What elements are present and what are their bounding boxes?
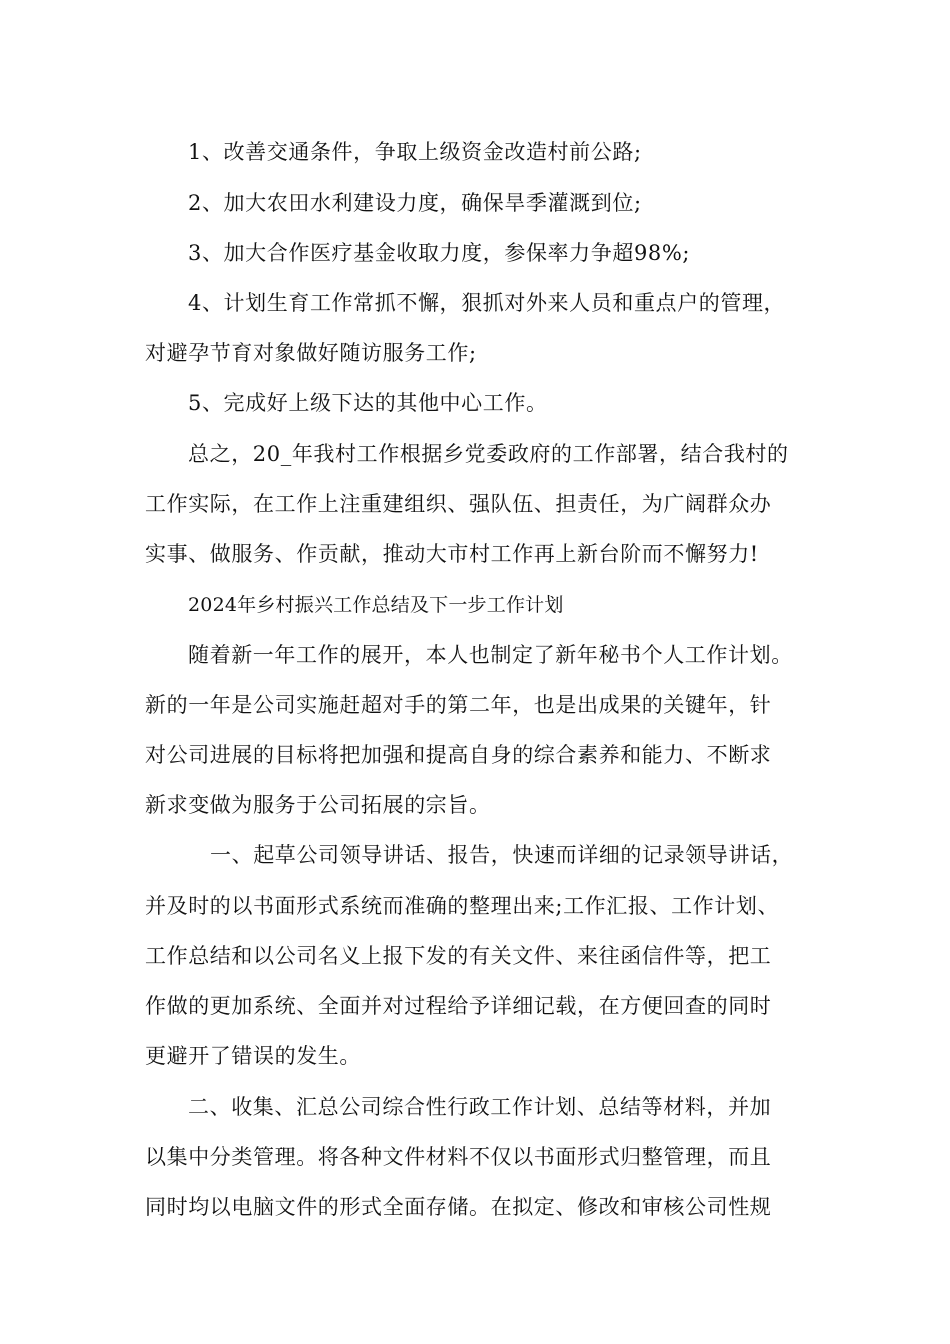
item-two-line-3: 同时均以电脑文件的形式全面存储。在拟定、修改和审核公司性规	[145, 1195, 772, 1219]
item-one-line-5: 更避开了错误的发生。	[145, 1044, 361, 1068]
list-item-3: 3、加大合作医疗基金收取力度，参保率力争超98%;	[188, 241, 691, 265]
intro-paragraph-line-4: 新求变做为服务于公司拓展的宗旨。	[145, 793, 491, 817]
list-item-4: 4、计划生育工作常抓不懈，狠抓对外来人员和重点户的管理，	[188, 291, 786, 315]
item-one-line-3: 工作总结和以公司名义上报下发的有关文件、来往函信件等，把工	[145, 944, 772, 968]
item-two-line-1: 二、收集、汇总公司综合性行政工作计划、总结等材料，并加	[188, 1095, 772, 1119]
intro-paragraph-line-2: 新的一年是公司实施赶超对手的第二年，也是出成果的关键年，针	[145, 693, 772, 717]
summary-paragraph-line-3: 实事、做服务、作贡献，推动大市村工作再上新台阶而不懈努力!	[145, 542, 759, 566]
section-title: 2024年乡村振兴工作总结及下一步工作计划	[188, 594, 564, 616]
list-item-1: 1、改善交通条件，争取上级资金改造村前公路;	[188, 140, 642, 164]
item-one-line-4: 作做的更加系统、全面并对过程给予详细记载，在方便回查的同时	[145, 994, 772, 1018]
list-item-2: 2、加大农田水利建设力度，确保旱季灌溉到位;	[188, 191, 642, 215]
summary-paragraph-line-2: 工作实际，在工作上注重建组织、强队伍、担责任，为广阔群众办	[145, 492, 772, 516]
list-item-5: 5、完成好上级下达的其他中心工作。	[188, 391, 548, 415]
summary-paragraph-line-1: 总之，20_年我村工作根据乡党委政府的工作部署，结合我村的	[188, 442, 789, 466]
item-one-line-2: 并及时的以书面形式系统而准确的整理出来;工作汇报、工作计划、	[145, 894, 780, 918]
intro-paragraph-line-3: 对公司进展的目标将把加强和提高自身的综合素养和能力、不断求	[145, 743, 772, 767]
intro-paragraph-line-1: 随着新一年工作的展开，本人也制定了新年秘书个人工作计划。	[188, 643, 793, 667]
item-one-line-1: 一、起草公司领导讲话、报告，快速而详细的记录领导讲话，	[210, 843, 794, 867]
item-two-line-2: 以集中分类管理。将各种文件材料不仅以书面形式归整管理，而且	[145, 1145, 772, 1169]
list-item-4-continued: 对避孕节育对象做好随访服务工作;	[145, 341, 477, 365]
